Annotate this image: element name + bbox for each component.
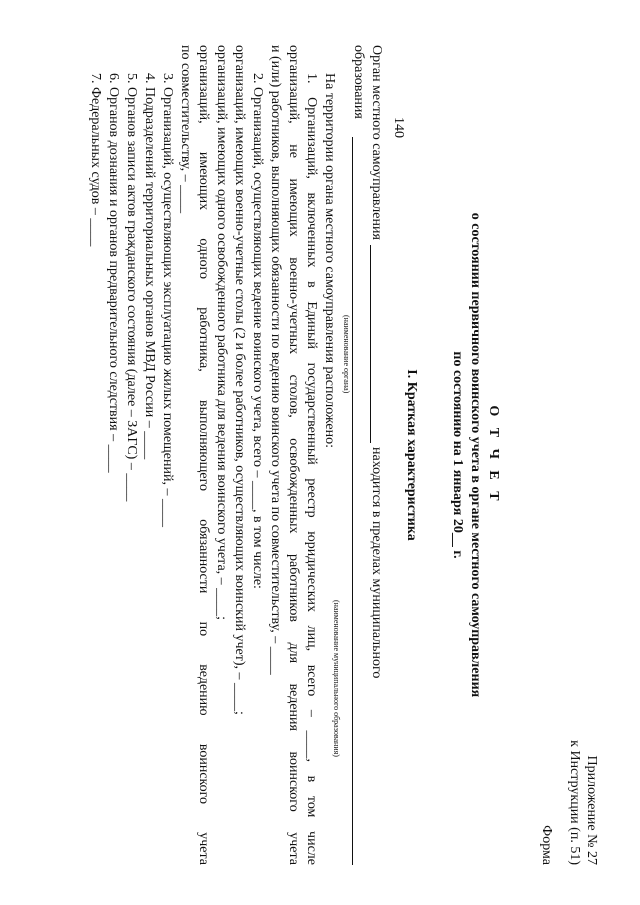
body-line-9: организаций, имеющих одного освобожденного работника для ведения воинского учета, – ____; [214,45,229,621]
report-heading: О Т Ч Е Т [486,405,501,505]
caption-row [332,45,351,865]
body-text [86,45,385,865]
body-line-12: 3. Организаций, осуществляющих эксплуатацию жилых помещений, – ____ [160,73,175,528]
caption-organ: (наименование органа) [342,315,351,394]
mo-label: образования [351,45,366,119]
report-title [448,45,502,865]
report-subtitle: о состоянии первичного воинского учета в органе местного самоуправления [468,212,483,698]
annex-block [538,45,600,865]
report-date-line: по состоянию на 1 января 20__ г. [450,351,465,559]
body-line-organ [367,45,385,865]
body-line-7: 2. Организаций, осуществляющих ведение воинского учета, всего – ____, в том числе: [250,73,265,589]
body-line-8: организаций, имеющих военно-учетные столы (2 и более работников, осуществляющих воинский учет), – ____; [232,45,247,715]
annex-line-1: Приложение № 27 [584,755,599,865]
section-heading: I. Краткая характеристика [404,369,419,541]
body-line-14: 5. Органов записи актов гражданского состояния (далее – ЗАГС) – ____ [124,73,139,502]
mo-blank [352,137,353,865]
body-line-4: 1. Организаций, включенных в Единый государственный реестр юридических лиц, всего – ____, в том числе [304,73,319,865]
location-label: находится в пределах муниципального [369,447,384,679]
organ-label: Орган местного самоуправления [369,45,384,240]
organ-blank [370,245,371,443]
body-line-5: организаций, не имеющих военно-учетных столов, освобожденных работников для ведения воинского учета [286,45,301,865]
body-line-3: На территории органа местного самоуправления расположено: [322,73,337,449]
body-line-13: 4. Подразделений территориальных органов МВД России – ____ [142,73,157,460]
body-line-10: организаций, имеющих одного работника, выполняющего обязанности по ведению воинского учета [196,45,211,865]
body-line-6: и (или) работников, выполняющих обязанности по ведению воинского учета по совместительству, – ____ [268,45,283,675]
body-line-11: по совместительству, – ____ [178,45,193,214]
rotated-content [40,45,600,865]
body-line-mo [349,45,367,865]
form-label: Форма [539,825,554,865]
body-line-15: 6. Органов дознания и органов предварительного следствия – ____ [106,73,121,473]
body-line-16: 7. Федеральных судов – ____ [88,73,103,247]
page-number: 140 [391,117,406,138]
caption-mo: (наименование муниципального образования) [332,600,341,757]
annex-line-2: к Инструкции (п. 51) [567,740,582,865]
